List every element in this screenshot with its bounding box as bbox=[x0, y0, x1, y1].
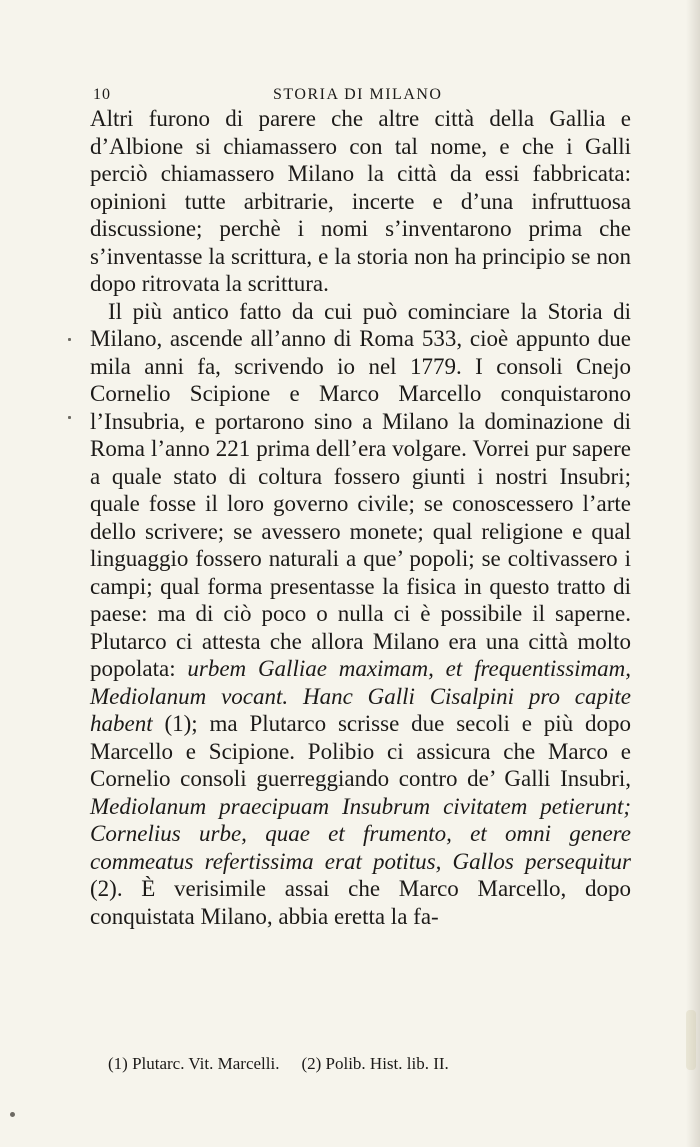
paragraph-1: Altri furono di parere che altre città della Gallia e d’Albione si chiamassero con tal nome, e che i Galli perciò chiamassero Milano la città da essi fabbricata: opinioni tutte arbitrarie, incerte e d’una infruttuosa discussione; perchè i nomi s’inventarono prima che s’inventasse la scrittura, e la storia non ha principio se non dopo ritrovata la scrittura. bbox=[90, 106, 631, 296]
paragraph-2-text-a: Il più antico fatto da cui può cominciare la Storia di Milano, ascende all’anno di Roma 533, cioè appunto due mila anni fa, scrivendo io nel 1779. I consoli Cnejo Cornelio Scipione e Marco Marcello conquistarono l’Insubria, e portarono sino a Milano la dominazione di Roma l’anno 221 prima dell’era volgare. Vorrei pur sapere a quale stato di coltura fossero giunti i nostri Insubri; quale fosse il loro governo civile; se conoscessero l’arte dello scrivere; se avessero monete; qual religione e qual linguaggio fossero naturali a que’ popoli; se coltivassero i campi; qual forma presentasse la fisica in questo tratto di paese: ma di ciò poco o nulla ci è possibile il saperne. Plutarco ci attesta che allora Milano era una città molto popolata: bbox=[90, 298, 631, 681]
margin-dot-mark bbox=[68, 416, 71, 419]
footnote-2: (2) Polib. Hist. lib. II. bbox=[301, 1054, 449, 1073]
body-text bbox=[90, 105, 631, 930]
page-header bbox=[93, 86, 633, 106]
paragraph-2 bbox=[90, 298, 631, 931]
latin-quote-plutarch: urbem Galliae maximam, et frequentissimam, Mediolanum vocant. Hanc Galli Cisalpini pro capite habent bbox=[90, 656, 632, 736]
latin-quote-polybius: Mediolanum praecipuam Insubrum civitatem petierunt; Cornelius urbe, quae et frumento, et omni genere commeatus refertissima erat potitus, Gallos persequitur bbox=[90, 793, 631, 874]
paragraph-2-text-c: (2). È verisimile assai che Marco Marcello, dopo conquistata Milano, abbia eretta la fa- bbox=[90, 876, 631, 929]
margin-dot-mark bbox=[68, 338, 71, 341]
paragraph-2-text-b: (1); ma Plutarco scrisse due secoli e più dopo Marcello e Scipione. Polibio ci assicura che Marco e Cornelio consoli guerreggiando contro de’ Galli Insubri, bbox=[90, 711, 632, 791]
running-head: STORIA DI MILANO bbox=[273, 86, 443, 103]
page-edge-shadow bbox=[686, 0, 700, 1147]
footnotes bbox=[108, 1054, 628, 1074]
page-number: 10 bbox=[93, 86, 111, 103]
margin-ink-spot bbox=[10, 1112, 15, 1117]
footnote-1: (1) Plutarc. Vit. Marcelli. bbox=[108, 1054, 280, 1073]
page-edge-stain bbox=[686, 1010, 696, 1070]
